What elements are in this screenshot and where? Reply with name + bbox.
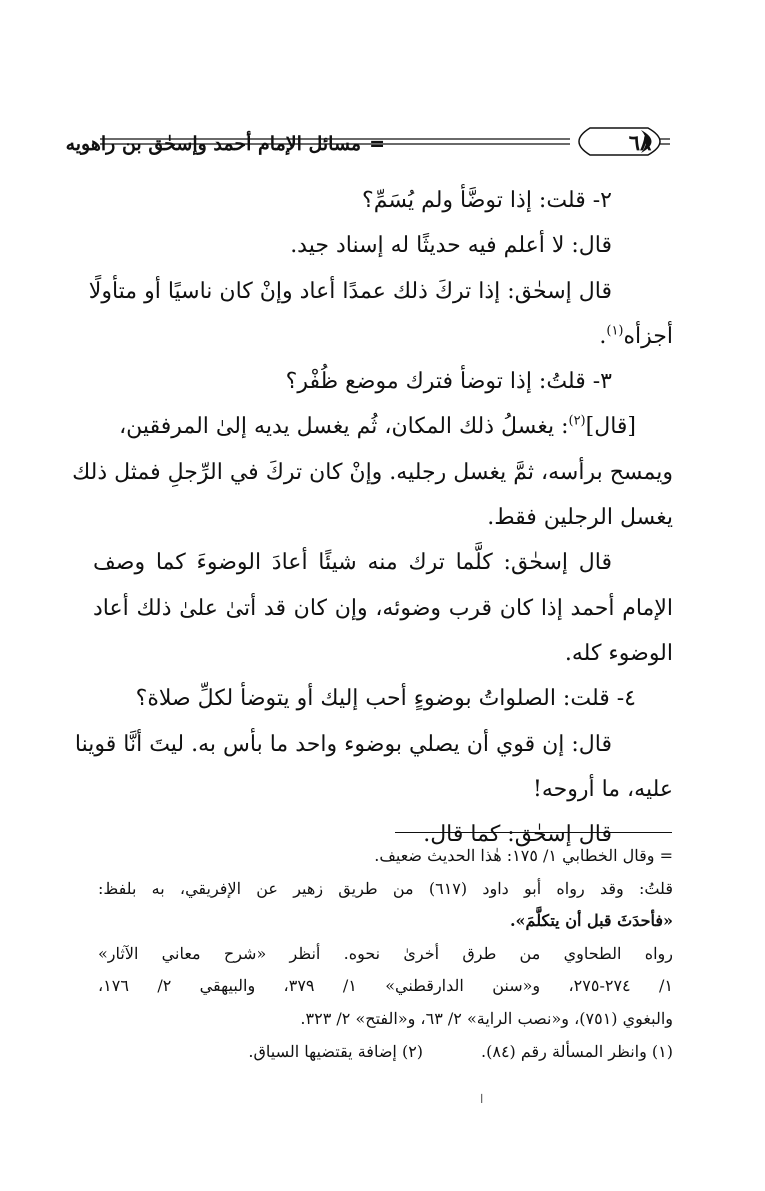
bracket-label: [قال] bbox=[585, 414, 636, 440]
body-line-end: . bbox=[599, 323, 607, 349]
page-number: ٦٨ bbox=[628, 130, 652, 155]
footnote-2: (٢) إضافة يقتضيها السياق. bbox=[248, 1041, 424, 1061]
body-line: قال: لا أعلم فيه حديثًا له إسناد جيد. bbox=[290, 233, 612, 259]
body-line: قال إسحٰق: كلَّما ترك منه شيئًا أعادَ الوضوءَ كما وصف bbox=[93, 550, 612, 576]
body-line: ٣- قلتُ: إذا توضأ فترك موضع ظُفْر؟ bbox=[285, 369, 612, 395]
footnote-ref-2: (٢) bbox=[568, 414, 586, 430]
footnote-line: ١/ ٢٧٤-٢٧٥، و«سنن الدارقطني» ١/ ٣٧٩، والبيهقي ٢/ ١٧٦، bbox=[98, 976, 673, 996]
body-line: الإمام أحمد إذا كان قرب وضوئه، وإن كان قد أتىٰ علىٰ ذلك أعاد bbox=[93, 595, 673, 621]
body-line: ٢- قلت: إذا توضَّأ ولم يُسَمِّ؟ bbox=[362, 188, 612, 213]
running-header bbox=[65, 120, 670, 170]
footnote-line: = وقال الخطابي ١/ ١٧٥: هٰذا الحديث ضعيف. bbox=[374, 846, 673, 865]
footnote-quote: «فأحدَثَ قبل أن يتكلَّمَ». bbox=[509, 911, 673, 931]
body-line-text: أجزأه bbox=[623, 323, 673, 349]
body-line: قال: إن قوي أن يصلي بوضوء واحد ما بأس به. ليتَ أنَّا قوينا bbox=[74, 731, 612, 757]
body-line: ٤- قلت: الصلواتُ بوضوءٍ أحب إليك أو يتوضأ لكلِّ صلاة؟ bbox=[135, 686, 636, 712]
footnote-line: قلتُ: وقد رواه أبو داود (٦١٧) من طريق زهير عن الإفريقي، به بلفظ: bbox=[98, 878, 674, 898]
running-title: مسائل الإمام أحمد وإسحٰق بن راهويه bbox=[65, 133, 362, 155]
footnotes bbox=[98, 840, 673, 1068]
footnote-divider bbox=[395, 832, 672, 833]
main-text bbox=[72, 178, 673, 857]
body-line bbox=[93, 314, 673, 359]
body-line: عليه، ما أروحه! bbox=[532, 776, 673, 802]
body-line: قال إسحٰق: كما قال. bbox=[423, 822, 612, 848]
footnote-line: والبغوي (٧٥١)، و«نصب الراية» ٢/ ٦٣، و«الفتح» ٢/ ٣٢٣. bbox=[300, 1008, 673, 1028]
footnote-1: (١) وانظر المسألة رقم (٨٤). bbox=[481, 1041, 673, 1061]
page-mark: ا bbox=[480, 1092, 484, 1106]
body-line-text: : يغسلُ ذلك المكان، ثُم يغسل يديه إلىٰ المرفقين، bbox=[119, 414, 569, 440]
body-line: الوضوء كله. bbox=[564, 640, 673, 666]
body-line: يغسل الرجلين فقط. bbox=[487, 505, 673, 531]
footnote-line: رواه الطحاوي من طرق أخرىٰ نحوه. أنظر «شرح معاني الآثار» bbox=[98, 943, 673, 963]
body-line bbox=[93, 404, 673, 449]
running-title-group bbox=[66, 133, 385, 155]
body-line: ويمسح برأسه، ثمَّ يغسل رجليه. وإنْ كان تركَ في الرِّجلِ فمثل ذلك bbox=[72, 459, 673, 485]
body-line: قال إسحٰق: إذا تركَ ذلك عمدًا أعاد وإنْ كان ناسيًا أو متأولًا bbox=[88, 278, 612, 304]
footnote-ref-1: (١) bbox=[606, 323, 624, 339]
header-separator-left: = bbox=[369, 133, 385, 155]
footnote-line bbox=[98, 1036, 673, 1069]
